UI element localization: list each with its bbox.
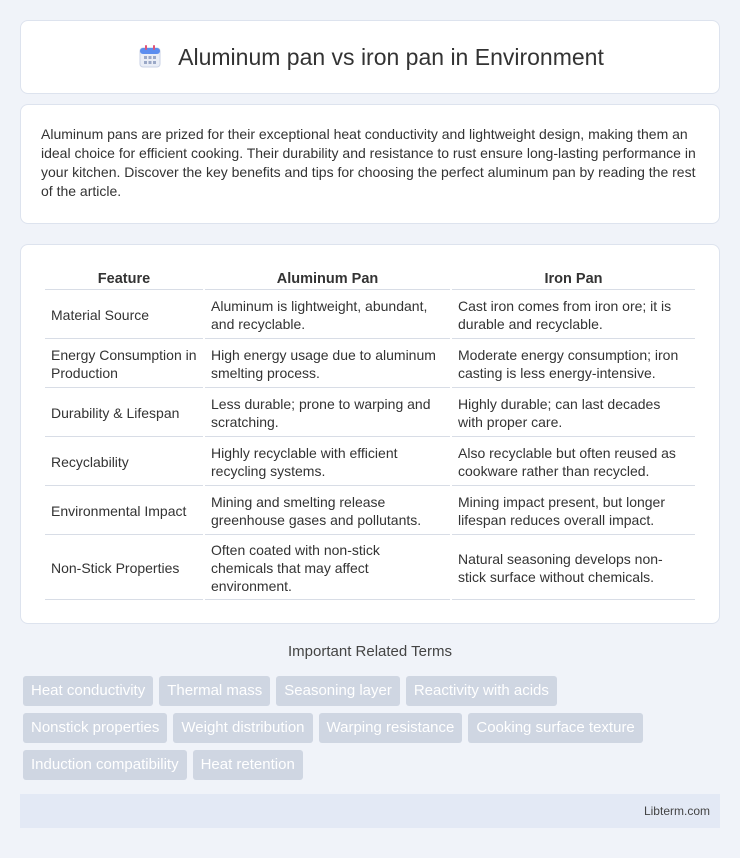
table-cell-feature: Environmental Impact — [45, 488, 203, 535]
table-row — [45, 537, 695, 600]
comparison-table — [43, 265, 697, 602]
table-cell-iron: Cast iron comes from iron ore; it is durable and recyclable. — [452, 292, 695, 339]
intro-card — [20, 104, 720, 224]
calendar-grid-icon — [136, 43, 164, 71]
table-row — [45, 488, 695, 535]
table-cell-iron: Natural seasoning develops non-stick surface without chemicals. — [452, 537, 695, 600]
table-row — [45, 341, 695, 388]
related-term-tag[interactable]: Nonstick properties — [23, 713, 167, 743]
table-cell-aluminum: Often coated with non-stick chemicals that may affect environment. — [205, 537, 450, 600]
table-cell-feature: Recyclability — [45, 439, 203, 486]
tag-row — [23, 750, 723, 780]
tag-row — [23, 676, 723, 706]
table-cell-feature: Material Source — [45, 292, 203, 339]
table-cell-aluminum: Highly recyclable with efficient recycling systems. — [205, 439, 450, 486]
table-row — [45, 292, 695, 339]
column-header-aluminum: Aluminum Pan — [205, 267, 450, 290]
table-cell-aluminum: Less durable; prone to warping and scratching. — [205, 390, 450, 437]
table-cell-aluminum: Aluminum is lightweight, abundant, and recyclable. — [205, 292, 450, 339]
related-term-tag[interactable]: Weight distribution — [173, 713, 312, 743]
related-term-tag[interactable]: Warping resistance — [319, 713, 463, 743]
related-term-tag[interactable]: Seasoning layer — [276, 676, 400, 706]
column-header-iron: Iron Pan — [452, 267, 695, 290]
intro-text: Aluminum pans are prized for their exceptional heat conductivity and lightweight design, making them an ideal choice for efficient cooking. Their durability and resistance to rust ensure long-lasting performance in your kitchen. Discover the key benefits and tips for choosing the perfect aluminum pan by reading the rest of the article. — [41, 126, 696, 199]
related-term-tag[interactable]: Reactivity with acids — [406, 676, 557, 706]
page-title: Aluminum pan vs iron pan in Environment — [178, 43, 604, 70]
table-cell-feature: Non-Stick Properties — [45, 537, 203, 600]
table-cell-iron: Moderate energy consumption; iron casting is less energy-intensive. — [452, 341, 695, 388]
table-cell-iron: Highly durable; can last decades with proper care. — [452, 390, 695, 437]
related-terms-title: Important Related Terms — [288, 643, 452, 660]
footer-site-link[interactable]: Libterm.com — [643, 804, 710, 818]
title-card — [20, 20, 720, 94]
table-cell-iron: Also recyclable but often reused as cookware rather than recycled. — [452, 439, 695, 486]
comparison-card — [20, 244, 720, 624]
table-row — [45, 439, 695, 486]
table-cell-feature: Durability & Lifespan — [45, 390, 203, 437]
table-cell-feature: Energy Consumption in Production — [45, 341, 203, 388]
table-row — [45, 390, 695, 437]
table-cell-aluminum: Mining and smelting release greenhouse gases and pollutants. — [205, 488, 450, 535]
related-term-tag[interactable]: Heat retention — [193, 750, 303, 780]
table-cell-aluminum: High energy usage due to aluminum smelting process. — [205, 341, 450, 388]
column-header-feature: Feature — [45, 267, 203, 290]
related-term-tag[interactable]: Thermal mass — [159, 676, 270, 706]
related-term-tag[interactable]: Induction compatibility — [23, 750, 187, 780]
footer — [20, 794, 720, 828]
related-term-tag[interactable]: Cooking surface texture — [468, 713, 642, 743]
related-term-tag[interactable]: Heat conductivity — [23, 676, 153, 706]
table-cell-iron: Mining impact present, but longer lifespan reduces overall impact. — [452, 488, 695, 535]
tag-row — [23, 713, 723, 743]
related-terms-list — [23, 676, 723, 787]
